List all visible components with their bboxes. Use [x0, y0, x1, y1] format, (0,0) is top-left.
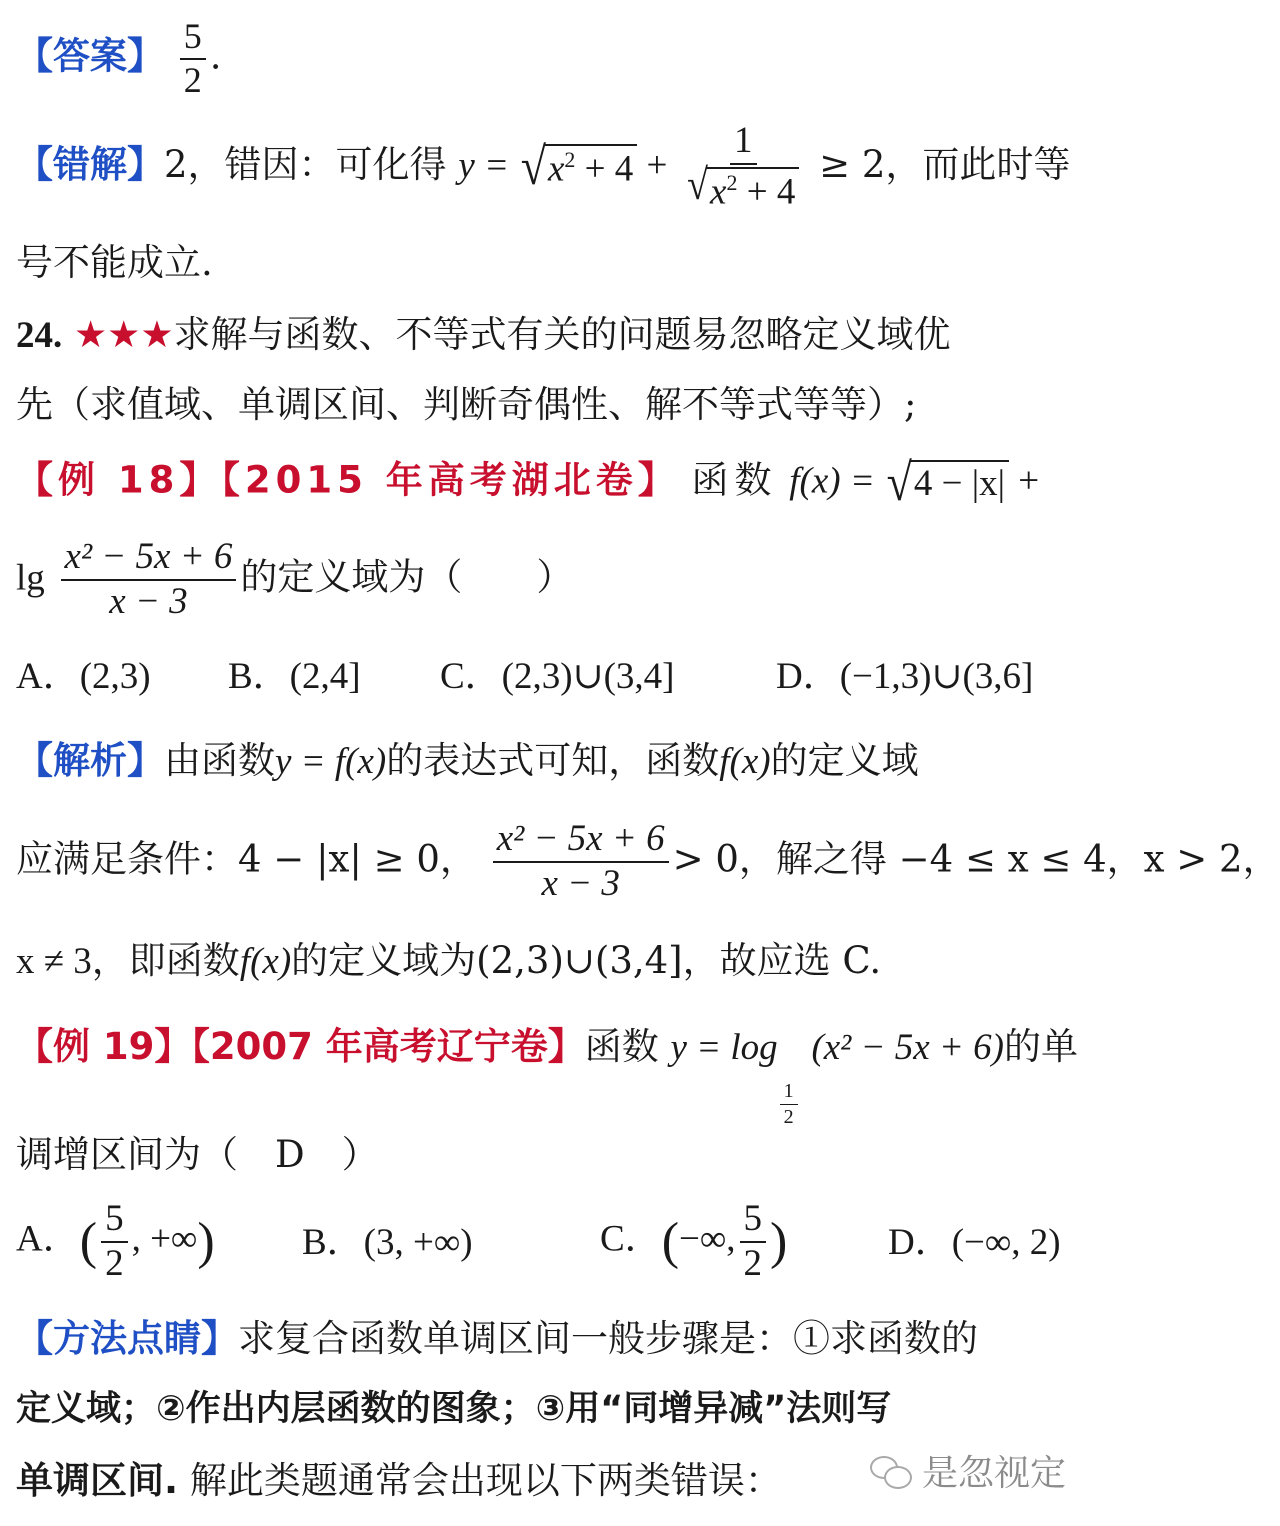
- ex19-arg: (x² − 5x + 6): [811, 1027, 1004, 1068]
- ex19-line-2: 调增区间为（ D ）: [16, 1133, 379, 1176]
- wrong-tail: ≥ 2，而此时等: [819, 142, 1071, 186]
- ex19-tag: 【例 19】: [16, 1025, 192, 1068]
- wrong-line-2: 号不能成立.: [16, 241, 213, 284]
- ex19-log-base: $\frac{1}{2}$: [780, 1081, 798, 1128]
- method-line-2: 定义域；②作出内层函数的图象；③用“同增异减”法则写: [16, 1389, 892, 1429]
- answer-fraction: [180, 18, 206, 100]
- ex18-lg: lg: [16, 557, 45, 599]
- wrong-lead: 2，错因：可化得: [164, 142, 447, 186]
- item24-stars: ★★★: [74, 313, 174, 356]
- item24-line-1: [16, 313, 951, 356]
- ex18-tail: 的定义域为（ ）: [240, 555, 574, 599]
- answer-tag: 【答案】: [16, 34, 164, 78]
- method-tag: 【方法点睛】: [16, 1317, 238, 1360]
- item24-text-1: 求解与函数、不等式有关的问题易忽略定义域优: [173, 313, 951, 356]
- ex18-source: 【2015 年高考湖北卷】: [221, 458, 680, 502]
- method-line-3: 单调区间. 解此类题通常会出现以下两类错误：: [16, 1459, 782, 1502]
- watermark: [870, 1445, 1066, 1496]
- answer-period: .: [209, 34, 222, 78]
- ex18-line-2: [16, 538, 573, 622]
- ex19-option-b: B．(3, +∞): [302, 1222, 473, 1263]
- analysis-line-3: x ≠ 3，即函数f(x)的定义域为(2,3)∪(3,4]，故应选 C.: [16, 939, 882, 982]
- answer-denominator: 2: [183, 59, 202, 100]
- wrong-plus: +: [637, 144, 668, 186]
- ex18-option-b: B．(2,4]: [228, 656, 361, 697]
- wrong-sqrt: √ $x^2 + 4$: [521, 144, 638, 190]
- method-line-1: 【方法点睛】求复合函数单调区间一般步骤是：①求函数的: [16, 1317, 978, 1360]
- ex19-func: y = log: [670, 1027, 778, 1068]
- ex18-option-a: A．(2,3): [16, 656, 151, 697]
- analysis-line-1: 【解析】由函数y = f(x)的表达式可知，函数f(x)的定义域: [16, 739, 919, 782]
- item24-line-2: 先（求值域、单调区间、判断奇偶性、解不等式等等）;: [16, 383, 917, 426]
- ex18-fx: f(x) =: [789, 460, 875, 502]
- wrong-y-eq: y =: [458, 144, 509, 186]
- ex18-tag: 【例 18】: [16, 458, 222, 502]
- answer-line: [16, 18, 222, 100]
- watermark-text: 是忽视定: [921, 1453, 1066, 1494]
- analysis-tag: 【解析】: [16, 739, 164, 782]
- ex19-option-a: A．( $\frac{5}{2}$ , +∞): [16, 1198, 215, 1284]
- wechat-icon: [870, 1452, 914, 1490]
- analysis-fraction: $\frac{\text{x² − 5x + 6}}{x - 3}$: [493, 820, 669, 904]
- ex18-lead: 函数: [691, 458, 778, 502]
- ex18-line-1: [16, 453, 1040, 512]
- item24-number: 24.: [16, 315, 63, 356]
- ex19-tail: 的单: [1003, 1025, 1078, 1068]
- ex18-fraction: $\frac{\text{x² − 5x + 6}}{x - 3}$: [61, 538, 237, 622]
- ex18-sqrt: √ 4 − |x|: [887, 460, 1009, 506]
- ex18-plus: +: [1009, 460, 1040, 502]
- analysis-line-2: 应满足条件：4 − |x| ≥ 0， $\frac{\text{x² − 5x + 6}}{x - 3}$ > 0，解之得 −4 ≤ x ≤ 4，x > 2，: [16, 818, 1280, 904]
- ex19-source: 【2007 年高考辽宁卷】: [191, 1025, 585, 1068]
- ex18-option-d: D．(−1,3)∪(3,6]: [776, 656, 1034, 697]
- wrong-tag: 【错解】: [16, 142, 164, 186]
- answer-numerator: 5: [180, 18, 206, 60]
- ex19-option-c: C．(−∞, $\frac{5}{2}$ ): [600, 1198, 788, 1284]
- wrong-fraction: 1 √ $x^2 + 4$: [683, 122, 803, 213]
- ex18-option-c: C．(2,3)∪(3,4]: [440, 656, 675, 697]
- ex19-lead: 函数: [584, 1025, 659, 1068]
- wrong-line-1: [16, 122, 1070, 213]
- ex19-line-1: [16, 1025, 1078, 1128]
- ex19-option-d: D．(−∞, 2): [888, 1222, 1061, 1263]
